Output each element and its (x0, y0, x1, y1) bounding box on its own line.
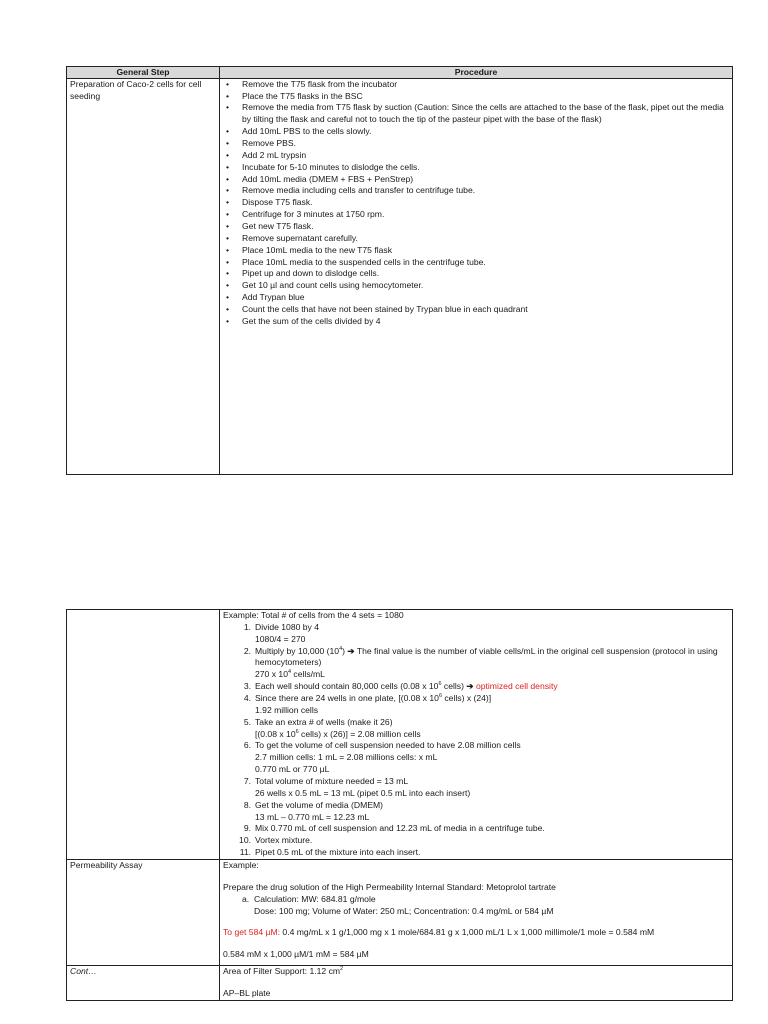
optimized-density-note: optimized cell density (473, 681, 558, 692)
list-item: • Add 10mL PBS to the cells slowly. (242, 126, 729, 138)
list-item: 1. Divide 1080 by 4 1080/4 = 270 (243, 621, 320, 644)
permeability-cell (220, 860, 733, 966)
list-item: 11. Pipet 0.5 mL of the mixture into each insert. (239, 847, 421, 858)
list-item: • Count the cells that have not been stained by Trypan blue in each quadrant (242, 304, 729, 316)
list-item: 10. Vortex mixture. (239, 835, 313, 846)
header-general-step: General Step (67, 67, 220, 79)
perm-calculation-list: a. Calculation: MW: 684.81 g/mole Dose: 100 mg; Volume of Water: 250 mL; Concentration: 0.4 mg/mL or 584 µM (242, 893, 554, 916)
procedure-table-2 (66, 609, 733, 1001)
perm-prepare: Prepare the drug solution of the High Permeability Internal Standard: Metoprolol tartrate (223, 881, 556, 892)
procedure-cell (220, 78, 733, 474)
general-step-cell: Permeability Assay (67, 860, 220, 966)
list-item: • Add 2 mL trypsin (242, 150, 729, 162)
list-item: • Remove supernatant carefully. (242, 233, 729, 245)
list-item: • Place the T75 flasks in the BSC (242, 91, 729, 103)
list-item: 3. Each well should contain 80,000 cells (0.08 x $10^6$ cells) ➔ optimized cell density (243, 681, 558, 692)
table-header-row (67, 67, 733, 79)
list-item: • Remove media including cells and transfer to centrifuge tube. (242, 185, 729, 197)
list-item: • Remove the media from T75 flask by suction (Caution: Since the cells are attached to the base of the flask, pipet out the media by tilting the flask and careful not to touch the tip of the pasteur pipet with the base of the flask) (242, 102, 729, 126)
list-item: 6. To get the volume of cell suspension needed to have 2.08 million cells 2.7 million cells: 1 mL = 2.08 millions cells: x mL 0.770 mL or 770 µL (243, 740, 521, 775)
list-item: • Get the sum of the cells divided by 4 (242, 316, 729, 328)
calculation-cell (220, 610, 733, 860)
perm-conversion-um: 0.584 mM x 1,000 µM/1 mM = 584 µM (223, 949, 369, 960)
list-item: • Get 10 µl and count cells using hemocytometer. (242, 280, 729, 292)
list-item: • Incubate for 5-10 minutes to dislodge the cells. (242, 162, 729, 174)
list-item: 7. Total volume of mixture needed = 13 mL 26 wells x 0.5 mL = 13 mL (pipet 0.5 mL into each insert) (243, 776, 471, 798)
header-procedure: Procedure (220, 67, 733, 79)
general-step-cell: Cont… (67, 966, 220, 1001)
list-item: • Dispose T75 flask. (242, 197, 729, 209)
list-item: • Add Trypan blue (242, 292, 729, 304)
list-item: 8. Get the volume of media (DMEM) 13 mL – 0.770 mL = 12.23 mL (243, 799, 383, 822)
table-row (67, 78, 733, 474)
perm-example: Example: (223, 860, 259, 871)
table-row (67, 966, 733, 1001)
table-row (67, 860, 733, 966)
procedure-table-1 (66, 66, 733, 475)
list-item: • Pipet up and down to dislodge cells. (242, 268, 729, 280)
list-item: • Remove PBS. (242, 138, 729, 150)
list-item: 5. Take an extra # of wells (make it 26) [(0.08 x $10^6$ cells) x (26)] = 2.08 million cells (243, 716, 421, 739)
list-item: 4. Since there are 24 wells in one plate, [(0.08 x $10^6$ cells) x (24)] 1.92 million cells (243, 693, 492, 715)
calculation-steps (223, 622, 729, 859)
list-item: • Remove the T75 flask from the incubator (242, 79, 729, 91)
perm-conversion: To get 584 µM: 0.4 mg/mL x 1 g/1,000 mg x 1 mole/684.81 g x 1,000 mL/1 L x 1,000 millimole/1 mole = 0.584 mM (223, 927, 655, 938)
example-intro: Example: Total # of cells from the 4 sets = 1080 (223, 610, 404, 620)
list-item: • Place 10mL media to the suspended cells in the centrifuge tube. (242, 257, 729, 269)
list-item: • Centrifuge for 3 minutes at 1750 rpm. (242, 209, 729, 221)
list-item: 9. Mix 0.770 mL of cell suspension and 12.23 mL of media in a centrifuge tube. (243, 823, 545, 834)
procedure-bullet-list (223, 79, 729, 328)
list-item: • Add 10mL media (DMEM + FBS + PenStrep) (242, 174, 729, 186)
arrow-right-icon: ➔ (466, 681, 474, 692)
general-step-cell-empty (67, 610, 220, 860)
arrow-right-icon: ➔ (347, 645, 355, 656)
list-item: • Place 10mL media to the new T75 flask (242, 245, 729, 257)
continuation-cell: Area of Filter Support: 1.12 $cm^2$ AP–BL plate (220, 966, 733, 1001)
general-step-cell: Preparation of Caco-2 cells for cell seeding (67, 78, 220, 474)
list-item: • Get new T75 flask. (242, 221, 729, 233)
list-item: 2. Multiply by 10,000 $(10^4)$ ➔ The final value is the number of viable cells/mL in the original cell suspension (protocol in using hemocytometers) 270 x $10^4$ cells/mL (243, 645, 718, 680)
table-row (67, 610, 733, 860)
